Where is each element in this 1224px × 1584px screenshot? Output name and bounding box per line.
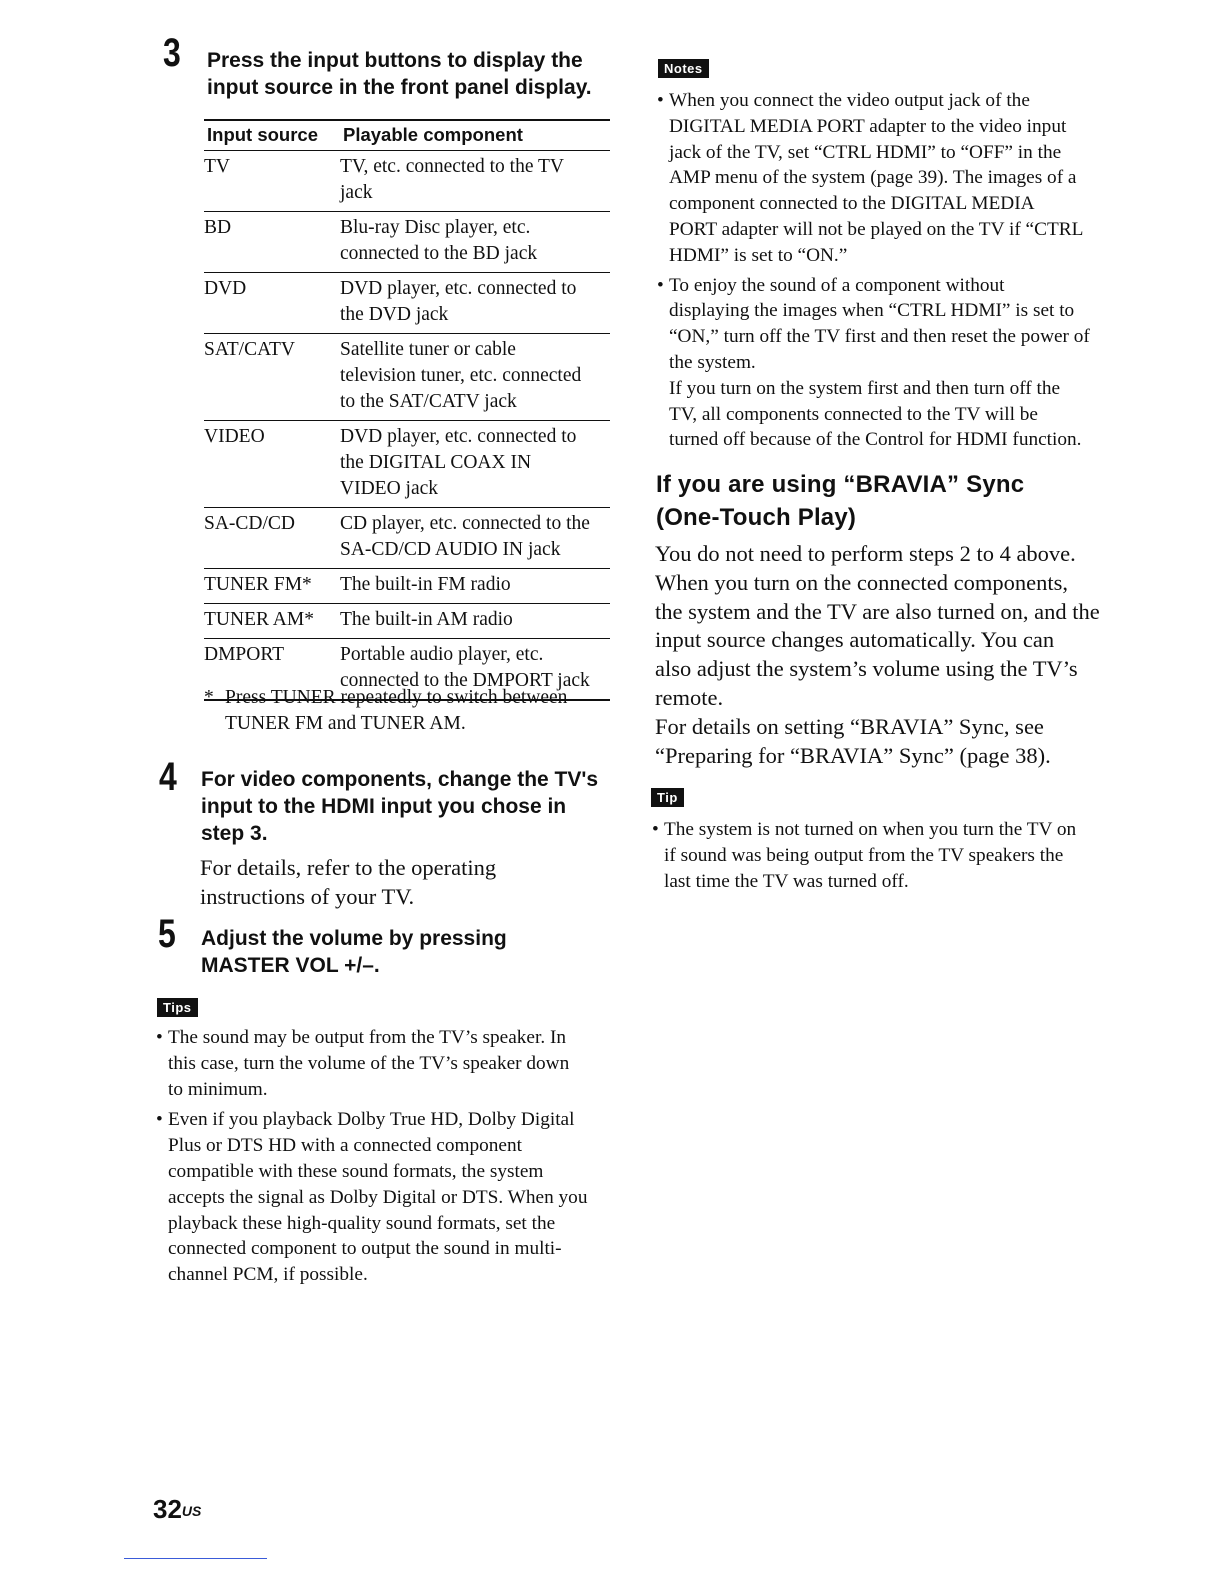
tips-line: • The sound may be output from the TV’s speaker. In [168,1027,567,1048]
bravia-body-line: When you turn on the connected components, [655,569,1069,595]
step-3-title-line: input source in the front panel display. [207,76,592,99]
tips-line: channel PCM, if possible. [168,1264,368,1286]
tips-item [156,1025,587,1102]
tuner-footnote [204,685,567,737]
header-playable-component: Playable component [340,120,610,151]
bravia-sync-heading [656,468,1024,534]
input-source-table [204,119,610,701]
tips-line: playback these high-quality sound formats, set the [168,1212,556,1234]
bravia-body-line: remote. [655,684,724,710]
notes-line: AMP menu of the system (page 39). The images of a [669,167,1077,189]
playable-component-line: the DIGITAL COAX IN [340,452,532,473]
playable-component-line: DVD player, etc. connected to [340,278,577,299]
bravia-body-line: You do not need to perform steps 2 to 4 above. [655,541,1076,566]
table-row [204,273,610,334]
step-3-title [207,47,592,101]
tips-list [156,1025,587,1288]
tips-line: compatible with these sound formats, the system [168,1160,544,1182]
input-source-table-body [204,151,610,701]
playable-component-cell [340,569,610,604]
step-5-title-line: MASTER VOL +/–. [201,954,380,977]
tip-item [652,817,1076,894]
table-row [204,334,610,421]
input-source-cell: TUNER FM* [204,569,340,604]
notes-line: jack of the TV, set “CTRL HDMI” to “OFF” in the [669,141,1062,163]
notes-item [657,273,1090,376]
tips-line: • Even if you playback Dolby True HD, Dolby Digital [168,1109,575,1131]
table-row [204,604,610,639]
step-4-title-line: For video components, change the TV's [201,768,599,791]
page-number-suffix: US [181,1503,202,1519]
bravia-body-line: the system and the TV are also turned on, and the [655,598,1100,624]
notes-line: • To enjoy the sound of a component without [669,274,1005,296]
notes-badge: Notes [658,59,709,78]
notes-line: TV, all components connected to the TV will be [669,403,1038,425]
notes-item [657,88,1090,269]
input-source-cell: SAT/CATV [204,334,340,421]
step-4-title-line: input to the HDMI input you chose in [201,795,567,818]
step-4-number: 4 [159,755,177,799]
playable-component-line: television tuner, etc. connected [340,365,582,386]
step-4-body-line: For details, refer to the operating [200,855,497,880]
playable-component-cell [340,508,610,569]
notes-line: • When you connect the video output jack of the [669,90,1030,111]
playable-component-cell [340,421,610,508]
input-source-cell: BD [204,212,340,273]
input-source-cell: TV [204,151,340,212]
tips-line: Plus or DTS HD with a connected component [168,1135,522,1157]
step-5-title [201,925,507,979]
step-4-body [200,853,496,911]
step-3-title-line: Press the input buttons to display the [207,49,583,72]
playable-component-cell [340,604,610,639]
playable-component-line: The built-in FM radio [340,574,511,595]
table-row [204,421,610,508]
notes-continuation [657,376,1090,453]
table-row [204,212,610,273]
notes-line: component connected to the DIGITAL MEDIA [669,193,1035,215]
tip-line: if sound was being output from the TV speakers the [664,844,1064,866]
tip-list [652,817,1076,894]
playable-component-line: jack [340,182,373,203]
notes-line: DIGITAL MEDIA PORT adapter to the video input [669,115,1067,137]
playable-component-line: connected to the DMPORT jack [340,670,590,691]
playable-component-line: CD player, etc. connected to the [340,513,590,534]
playable-component-line: The built-in AM radio [340,609,513,630]
notes-line: “ON,” turn off the TV first and then reset the power of [669,326,1090,348]
input-source-cell: VIDEO [204,421,340,508]
playable-component-line: Portable audio player, etc. [340,644,544,665]
playable-component-line: VIDEO jack [340,478,439,499]
input-source-cell: TUNER AM* [204,604,340,639]
playable-component-line: Satellite tuner or cable [340,339,516,360]
input-source-cell: DVD [204,273,340,334]
playable-component-line: Blu-ray Disc player, etc. [340,217,531,238]
bravia-body-line: “Preparing for “BRAVIA” Sync” (page 38). [655,742,1051,768]
step-3-number: 3 [163,31,181,75]
table-row [204,151,610,212]
bravia-heading-line: If you are using “BRAVIA” Sync [656,471,1025,498]
notes-line: If you turn on the system first and then turn off the [669,377,1061,399]
notes-line: the system. [669,351,756,373]
tip-badge: Tip [651,788,684,807]
bravia-heading-line: (One-Touch Play) [656,504,857,531]
playable-component-line: SA-CD/CD AUDIO IN jack [340,539,561,560]
page-number [153,1494,201,1524]
playable-component-line: TV, etc. connected to the TV [340,156,565,177]
tips-line: this case, turn the volume of the TV’s speaker down [168,1052,570,1074]
bravia-body-line: For details on setting “BRAVIA” Sync, see [655,713,1044,739]
bravia-sync-body [655,540,1100,770]
bottom-divider [124,1558,267,1559]
playable-component-line: the DVD jack [340,304,449,325]
bravia-body-line: input source changes automatically. You can [655,627,1055,653]
step-4-body-line: instructions of your TV. [200,884,415,909]
tip-line: last time the TV was turned off. [664,870,909,892]
footnote-line: TUNER FM and TUNER AM. [225,713,466,734]
notes-line: displaying the images when “CTRL HDMI” is set to [669,300,1075,322]
bravia-body-line: also adjust the system’s volume using the TV’s [655,656,1078,682]
input-source-cell: SA-CD/CD [204,508,340,569]
notes-line: PORT adapter will not be played on the TV if “CTRL [669,218,1084,240]
playable-component-line: to the SAT/CATV jack [340,391,517,412]
tips-line: connected component to output the sound in multi- [168,1238,562,1260]
notes-list [657,88,1090,453]
step-4-title-line: step 3. [201,822,268,845]
playable-component-line: connected to the BD jack [340,243,538,264]
tips-item [156,1107,587,1288]
table-row [204,569,610,604]
step-5-number: 5 [158,912,176,956]
tips-badge: Tips [157,998,198,1017]
header-input-source: Input source [204,120,340,151]
table-header-row [204,120,610,151]
step-4-title [201,766,598,847]
input-source-cell: DMPORT [204,639,340,701]
notes-line: turned off because of the Control for HDMI function. [669,429,1082,451]
page-number-value: 32 [153,1494,182,1524]
table-row [204,508,610,569]
tip-line: • The system is not turned on when you turn the TV on [664,819,1077,840]
playable-component-cell [340,151,610,212]
tips-line: accepts the signal as Dolby Digital or DTS. When you [168,1186,588,1208]
tips-line: to minimum. [168,1078,268,1100]
playable-component-line: DVD player, etc. connected to [340,426,577,447]
playable-component-cell [340,212,610,273]
playable-component-cell [340,334,610,421]
footnote-mark: * [204,687,214,708]
notes-line: HDMI” is set to “ON.” [669,244,848,266]
playable-component-cell [340,273,610,334]
step-5-title-line: Adjust the volume by pressing [201,927,507,950]
footnote-line: Press TUNER repeatedly to switch between [225,687,568,708]
